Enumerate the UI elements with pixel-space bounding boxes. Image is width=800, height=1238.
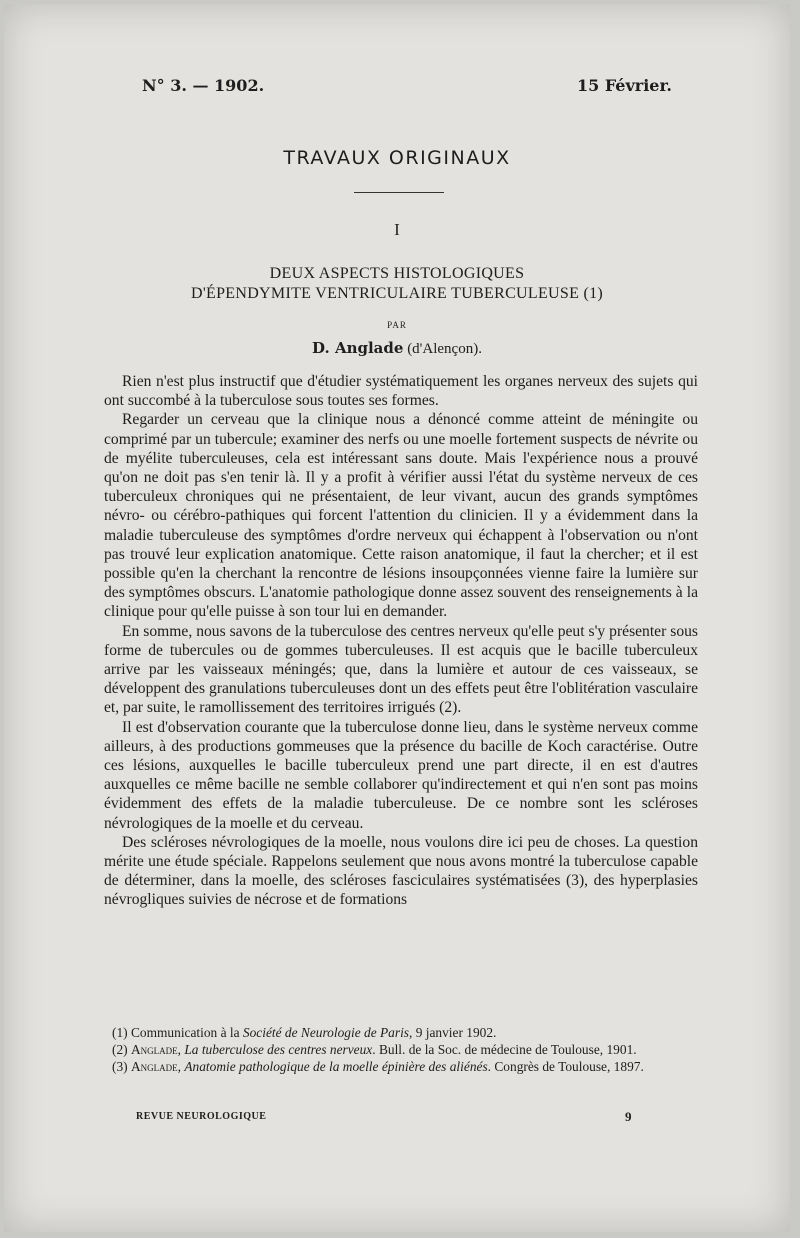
footnote-3: (3) Anglade, Anatomie pathologique de la moelle épinière des aliénés. Congrès de Toulouse, 1897. [112,1059,644,1074]
body-paragraph: Rien n'est plus instructif que d'étudier systématiquement les organes nerveux des sujets qui ont succombé à la tuberculose sous toutes ses formes. [104,373,698,410]
journal-name: REVUE NEUROLOGIQUE [136,1111,267,1122]
article-title-line-2: D'ÉPENDYMITE VENTRICULAIRE TUBERCULEUSE (1) [190,285,604,302]
footnotes [104,1025,698,1076]
author-byline [4,339,790,358]
article-body [104,372,698,910]
title-divider [354,192,444,193]
body-paragraph: En somme, nous savons de la tuberculose des centres nerveux qu'elle peut s'y présenter sous forme de tubercules ou de gommes tuberculeuses. Il est acquis que le bacille tuberculeux arrive par les vaisseaux méningés; que, dans la lumière et autour de ces vaisseaux, se développent des granulations tuberculeuses dont un des effets peut être l'oblitération vasculaire et, par suite, le ramollissement des territoires irrigués (2). [104,622,698,717]
section-title: TRAVAUX ORIGINAUX [283,147,511,169]
article-title-line-1: DEUX ASPECTS HISTOLOGIQUES [269,265,525,282]
body-paragraph: Des scléroses névrologiques de la moelle, nous voulons dire ici peu de choses. La question mérite une étude spéciale. Rappelons seulement que nous avons montré la tuberculose capable de déterminer, dans la moelle, des scléroses fasciculaires systématisées (3), des hyperplasies névrogliques suivies de nécrose et de formations [104,833,698,909]
byline-par: PAR [387,320,407,330]
issue-number: N° 3. — 1902. [142,76,265,95]
footnote-2: (2) Anglade, La tuberculose des centres nerveux. Bull. de la Soc. de médecine de Toulouse, 1901. [112,1042,637,1057]
footnote-1: (1) Communication à la Société de Neurologie de Paris, 9 janvier 1902. [112,1025,497,1040]
body-paragraph: Il est d'observation courante que la tuberculose donne lieu, dans le système nerveux comme ailleurs, à des productions gommeuses que la présence du bacille de Koch caractérise. Outre ces lésions, auxquelles le bacille tuberculeux prend une part directe, il en est d'autres auxquelles ce même bacille ne semble collaborer qu'indirectement et qui n'en sont pas moins évidemment des effets de la maladie tuberculeuse. De ce nombre sont les scléroses névrologiques de la moelle et du cerveau. [104,718,698,832]
article-title [4,264,790,304]
section-number: I [394,220,400,239]
body-paragraph: Regarder un cerveau que la clinique nous a dénoncé comme atteint de méningite ou comprimé par un tubercule; examiner des nerfs ou une moelle fortement suspects de névrite ou de myélite tuberculeuses, cela est intéressant sans doute. Mais l'expérience nous a prouvé qu'on ne doit pas s'en tenir là. Il y a profit à vérifier aussi l'état du système nerveux de ces tuberculeux chroniques qui ne présentaient, de leur vivant, aucun des grands symptômes névro- ou cérébro-pathiques qui forcent l'attention du clinicien. Il y a évidemment dans la maladie tuberculeuse des symptômes d'ordre nerveux qui échappent à l'observation ou n'ont pas trouvé leur explication anatomique. Cette raison anatomique, il faut la chercher; et il est possible qu'en la cherchant la rencontre de lésions insoupçonnées vienne faire la lumière sur des symptômes obscurs. L'anatomie pathologique donne assez souvent des renseignements à la clinique pour qu'elle puisse à son tour lui en demander. [104,411,698,621]
journal-page [4,4,790,1232]
author-name: D. Anglade [312,339,404,357]
author-place: (d'Alençon). [403,341,482,357]
page-number: 9 [625,1109,632,1124]
issue-date: 15 Février. [576,76,672,95]
